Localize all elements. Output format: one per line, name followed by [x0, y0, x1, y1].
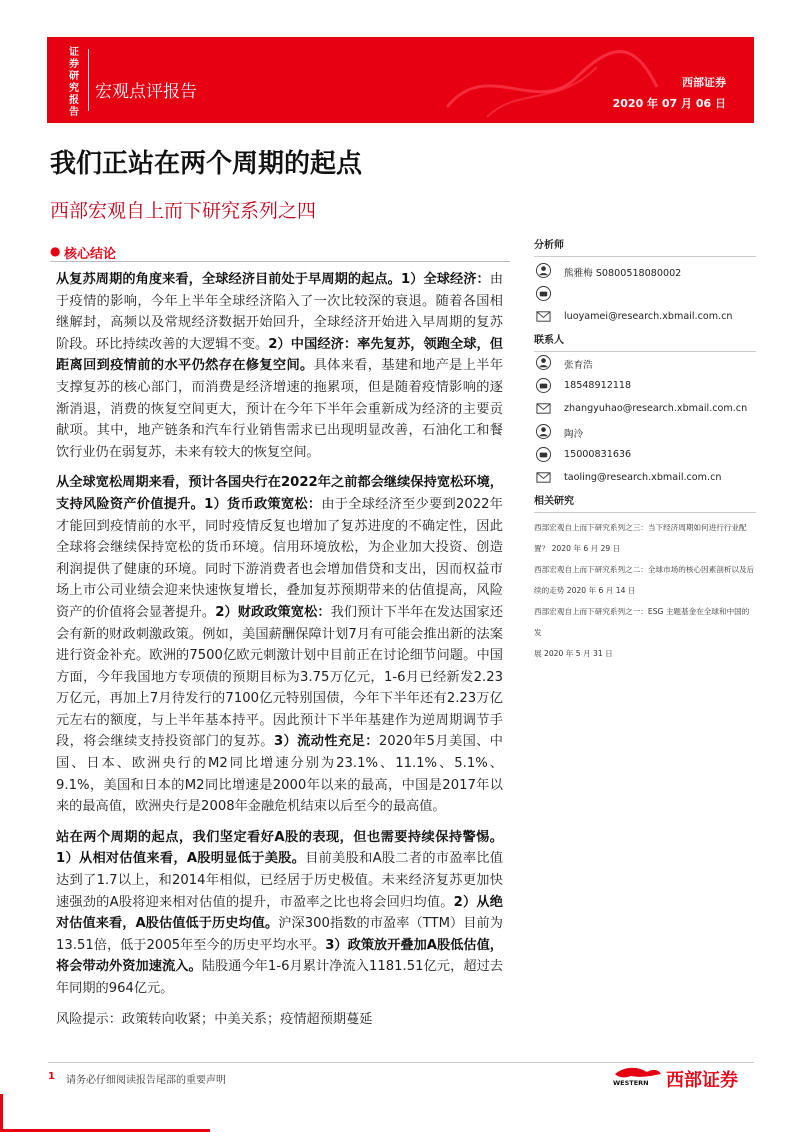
contact1-email[interactable]: zhangyuhao@research.xbmail.com.cn [564, 403, 748, 414]
vertical-label: 证券研究报告 [69, 47, 79, 118]
mail-icon [536, 309, 551, 324]
phone-icon [536, 447, 551, 462]
bold-text: 站在两个周期的起点，我们坚定看好A股的表现，但也需要持续保持警惕。1）从相对估值来看，A股明显低于美股。 [56, 829, 503, 867]
related-item[interactable]: 置？ 2020 年 6 月 29 日 [534, 544, 621, 553]
related-item[interactable]: 续的走势 2020 年 6 月 14 日 [534, 586, 636, 595]
person-icon [536, 263, 551, 278]
contact1-phone: 18548912118 [564, 380, 632, 391]
bold-text: 3）政策放开叠加A股低估值，将会带动外资加速流入。 [56, 937, 503, 975]
paragraph-easing [56, 472, 503, 818]
body-text: 目前美股和A股二者的市盈率比值达到了1.7以上，和2014年相似，已经居于历史极值。未来经济复苏更加快速强劲的A股将迎来相对估值的提升，市盈率之比也将会回归均值。 [56, 851, 503, 910]
body-text: 沪深300指数的市盈率（TTM）目前为13.51倍，低于2005年至今的历史平均水平。 [56, 916, 503, 953]
brand-name: 西部证券 [682, 76, 726, 89]
contact2-email-row [534, 467, 756, 490]
analyst-phone-row [534, 283, 756, 306]
analyst-email[interactable]: luoyamei@research.xbmail.com.cn [564, 311, 733, 322]
contact2-row [534, 421, 756, 444]
core-heading-label: 核心结论 [64, 247, 117, 262]
core-body [56, 269, 503, 1030]
contact1-email-row [534, 398, 756, 421]
mail-icon [536, 401, 551, 416]
person-icon [536, 355, 551, 370]
contact2-phone: 15000831636 [564, 449, 632, 460]
footer-logo-text: 西部证券 [666, 1070, 738, 1091]
body-text: 具体来看，基建和地产是上半年支撑复苏的核心部门，而消费是经济增速的拖累项，但是随着疫情影响的逐渐消退，消费的恢复空间更大，预计在今年下半年会重新成为经济的主要贡献项。其中，地产链条和汽车行业销售需求已出现明显改善，石油化工和餐饮行业仍在弱复苏，未来有较大的恢复空间。 [56, 358, 504, 460]
western-logo-icon [611, 1064, 663, 1088]
contact2-phone-row [534, 444, 756, 467]
body-text: 2020年5月美国、中国、日本、欧洲央行的M2同比增速分别为23.1%、11.1%、5.1%、9.1%，美国和日本的M2同比增速是2000年以来的最高，中国是2017年以来的最高值，欧洲央行是2008年金融危机结束以后至今的最高值。 [56, 734, 503, 815]
contact1-row [534, 352, 756, 375]
bold-text: 2）从绝对估值来看，A股估值低于历史均值。 [56, 894, 503, 932]
risk-warning: 风险提示：政策转向收紧；中美关系；疫情超预期蔓延 [56, 1011, 373, 1027]
contact2-name: 陶泠 [564, 429, 584, 440]
page-number: 1 [48, 1071, 55, 1082]
body-text: 由于全球经济至少要到2022年才能回到疫情前的水平，同时疫情反复也增加了复苏进度的不确定性，因此全球将会继续保持宽松的货币环境。信用环境放松，为企业加大投资、创造利润提供了健康的环境。同时下游消费者也会增加借贷和支出，因而权益市场上市公司业绩会迎来快速恢复增长，叠加复苏预期带来的估值提高，风险资产的价值将会显著提升。 [56, 496, 503, 620]
analyst-email-row [534, 306, 756, 329]
body-text: 陆股通今年1-6月累计净流入1181.51亿元，超过去年同期的964亿元。 [56, 959, 503, 996]
footer-divider [48, 1062, 754, 1063]
logo-small-text: WESTERN [613, 1079, 649, 1087]
bold-text: 3）流动性充足： [273, 734, 379, 750]
related-heading: 相关研究 [534, 492, 756, 513]
corner-decoration-icon [0, 1094, 220, 1132]
footer-disclaimer: 请务必仔细阅读报告尾部的重要声明 [66, 1075, 226, 1086]
sidebar [534, 236, 756, 664]
paragraph-recovery [56, 269, 503, 463]
person-icon [536, 424, 551, 439]
report-date: 2020 年 07 月 06 日 [612, 97, 726, 110]
related-list [534, 517, 756, 664]
related-item[interactable]: 西部宏观自上而下研究系列之一：ESG 主题基金在全球和中国的发 [534, 607, 750, 637]
bold-text: 从复苏周期的角度来看，全球经济目前处于早周期的起点。1）全球经济： [56, 272, 490, 287]
analyst-heading: 分析师 [534, 236, 756, 257]
related-item[interactable]: 展 2020 年 5 月 31 日 [534, 649, 613, 658]
paragraph-a-shares [56, 827, 503, 1000]
contact2-email[interactable]: taoling@research.xbmail.com.cn [564, 472, 722, 483]
contact1-phone-row [534, 375, 756, 398]
related-item[interactable]: 西部宏观自上而下研究系列之三：当下经济周期如何进行行业配 [534, 523, 747, 532]
banner-divider [88, 49, 89, 111]
bold-text: 2）中国经济：率先复苏，领跑全球，但距离回到疫情前的水平仍然存在修复空间。 [56, 336, 503, 374]
body-text: 由于疫情的影响，今年上半年全球经济陷入了一次比较深的衰退。随着各国相继解封，高频以及常规经济数据开始回升，全球经济开始进入早周期的复苏阶段。环比持续改善的大逻辑不变。 [56, 272, 503, 352]
analyst-name-id: 熊雅梅 S0800518080002 [564, 268, 682, 279]
contact1-name: 张育浩 [564, 360, 593, 371]
header-banner [47, 37, 754, 123]
page-subtitle: 西部宏观自上而下研究系列之四 [50, 200, 317, 222]
bullet-icon: ● [50, 244, 61, 258]
body-text: 我们预计下半年在发达国家还会有新的财政刺激政策。例如，美国薪酬保障计划7月有可能会推出新的法案进行资金补充。欧洲的7500亿欧元刺激计划中目前正在讨论细节问题。中国方面，今年我国地方专项债的预期目标为3.75万亿元，1-6月已经新发2.23万亿元，再加上7月待发行的7100亿元特别国债，今年下半年还有2.23万亿元左右的额度，与上半年基本持平。因此预计下半年基建作为逆周期调节手段，将会继续支持投资部门的复苏。 [56, 604, 504, 750]
page-title: 我们正站在两个周期的起点 [50, 149, 363, 179]
phone-icon [536, 378, 551, 393]
bold-text: 2）财政政策宽松： [215, 604, 331, 620]
analyst-row [534, 260, 756, 283]
phone-icon [536, 286, 551, 301]
report-type: 宏观点评报告 [95, 82, 197, 102]
related-item[interactable]: 西部宏观自上而下研究系列之二：全球市场的核心因素剖析以及后 [534, 565, 755, 574]
contact-heading: 联系人 [534, 331, 756, 352]
core-section-heading [50, 242, 510, 262]
mail-icon [536, 470, 551, 485]
bold-text: 从全球宽松周期来看，预计各国央行在2022年之前都会继续保持宽松环境，支持风险资产价值提升。1）货币政策宽松： [56, 475, 503, 512]
